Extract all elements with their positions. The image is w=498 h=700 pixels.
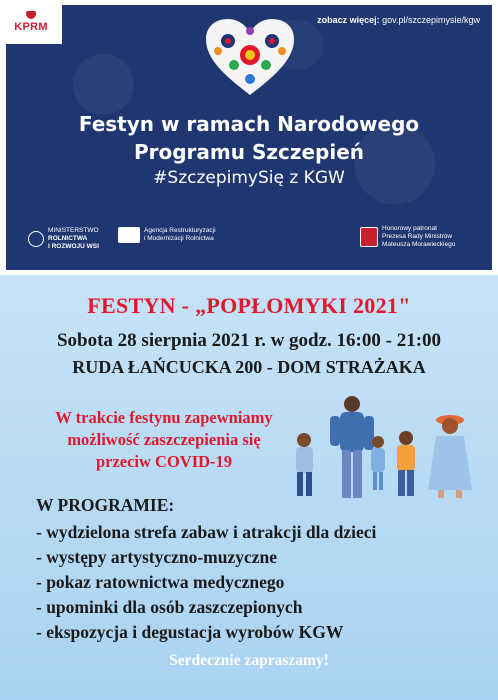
vaccination-notice — [28, 407, 300, 473]
vaccination-line3: przeciw COVID-19 — [95, 452, 233, 471]
arimr-icon — [118, 227, 140, 243]
agency-line1: Agencja Restrukturyzacji — [144, 227, 216, 234]
program-list — [36, 520, 376, 645]
program-heading: W PROGRAMIE: — [36, 495, 175, 515]
patron-line3: Mateusza Morawieckiego — [382, 241, 456, 248]
polish-eagle-icon — [360, 227, 378, 247]
agency-logo — [118, 227, 216, 243]
ministry-line3: I ROZWOJU WSI — [48, 243, 99, 250]
vaccination-line2: możliwość zaszczepienia się — [67, 430, 261, 449]
see-more-label: zobacz więcej: — [317, 15, 380, 25]
program-item: - występy artystyczno-muzyczne — [36, 547, 278, 567]
see-more-link[interactable] — [317, 15, 480, 25]
ministry-line1: MINISTERSTWO — [48, 227, 99, 234]
program-item: - ekspozycja i degustacja wyrobów KGW — [36, 622, 344, 642]
folk-heart-icon — [204, 17, 296, 97]
banner-title-line1: Festyn w ramach Narodowego — [78, 112, 420, 136]
closing-invitation: Serdecznie zapraszamy! — [169, 652, 329, 669]
patron-logo — [360, 225, 455, 249]
ministry-logo — [28, 227, 99, 251]
banner-title — [6, 110, 492, 166]
kprm-label: KPRM — [14, 21, 48, 33]
patron-line2: Prezesa Rady Ministrów — [382, 233, 453, 240]
program-item: - pokaz ratownictwa medycznego — [36, 572, 285, 592]
campaign-banner — [6, 5, 492, 270]
kprm-logo — [0, 0, 62, 44]
event-place: RUDA ŁAŃCUCKA 200 - DOM STRAŻAKA — [72, 357, 426, 377]
agency-line2: i Modernizacji Rolnictwa — [144, 235, 214, 242]
family-illustration — [282, 390, 482, 505]
see-more-url: gov.pl/szczepimysie/kgw — [379, 15, 480, 25]
event-title: FESTYN - „POPŁOMYKI 2021" — [87, 293, 411, 318]
patron-line1: Honorowy patronat — [382, 225, 437, 232]
program-item: - wydzielona strefa zabaw i atrakcji dla dzieci — [36, 522, 377, 542]
banner-title-line2: Programu Szczepień — [133, 140, 365, 164]
event-date-time: Sobota 28 sierpnia 2021 r. w godz. 16:00 - 21:00 — [56, 330, 442, 351]
vaccination-line1: W trakcie festynu zapewniamy — [55, 408, 273, 427]
wheat-icon — [28, 231, 44, 247]
ministry-line2: ROLNICTWA — [48, 235, 88, 242]
banner-hashtag: #SzczepimySię z KGW — [153, 168, 345, 188]
eagle-icon — [26, 11, 36, 19]
program-item: - upominki dla osób zaszczepionych — [36, 597, 303, 617]
